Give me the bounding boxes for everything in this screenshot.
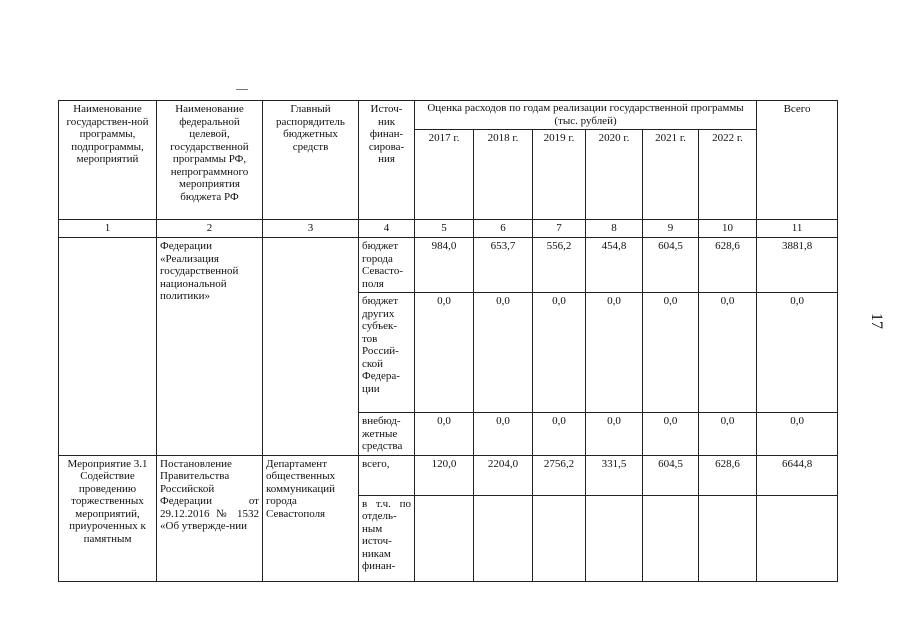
value-cell [474,495,533,581]
federal-program-cell: Постановление Правительства Российской Федерации от 29.12.2016 № 1532 «Об утвержде-нии [157,455,263,581]
index-cell: 9 [643,220,699,238]
value-cell: 331,5 [586,455,643,495]
value-cell: 0,0 [474,413,533,456]
funding-source-cell: бюджет других субъек-тов Россий-ской Федера-ции [359,293,415,413]
scan-mark [236,89,248,90]
header-estimate: Оценка расходов по годам реализации государственной программы (тыс. рублей) [415,101,757,130]
value-cell: 0,0 [699,293,757,413]
value-cell: 604,5 [643,238,699,293]
program-name-cell: Мероприятие 3.1 Содействие проведению торжественных мероприятий, приуроченных к памятным [59,455,157,581]
table-row [59,455,838,495]
index-cell: 11 [757,220,838,238]
funding-source-cell: в т.ч. по отдель-ным источ-никам финан- [359,495,415,581]
index-cell: 1 [59,220,157,238]
value-cell: 0,0 [643,293,699,413]
header-year: 2020 г. [586,130,643,220]
value-cell: 3881,8 [757,238,838,293]
header-year: 2022 г. [699,130,757,220]
value-cell: 6644,8 [757,455,838,495]
value-cell [643,495,699,581]
value-cell: 0,0 [586,413,643,456]
value-cell: 2756,2 [533,455,586,495]
column-index-row [59,220,838,238]
funding-source-cell: внебюд-жетные средства [359,413,415,456]
value-cell: 0,0 [699,413,757,456]
header-federal-program: Наименование федеральной целевой, государственной программы РФ, непрограммного мероприятия бюджета РФ [157,101,263,220]
program-name-cell [59,238,157,456]
index-cell: 4 [359,220,415,238]
index-cell: 3 [263,220,359,238]
funding-source-cell: бюджет города Севасто-поля [359,238,415,293]
value-cell: 984,0 [415,238,474,293]
index-cell: 6 [474,220,533,238]
value-cell: 653,7 [474,238,533,293]
index-cell: 5 [415,220,474,238]
header-funding-source: Источ-ник финан-сирова-ния [359,101,415,220]
index-cell: 10 [699,220,757,238]
budget-table [58,100,838,582]
header-year: 2021 г. [643,130,699,220]
value-cell: 0,0 [474,293,533,413]
value-cell: 2204,0 [474,455,533,495]
value-cell: 454,8 [586,238,643,293]
header-budget-manager: Главный распорядитель бюджетных средств [263,101,359,220]
budget-manager-cell: Департамент общественных коммуникаций города Севастополя [263,455,359,581]
header-row [59,101,838,130]
value-cell [699,495,757,581]
index-cell: 2 [157,220,263,238]
header-total: Всего [757,101,838,220]
value-cell [586,495,643,581]
funding-source-cell: всего, [359,455,415,495]
federal-program-cell: Федерации «Реализация государственной национальной политики» [157,238,263,456]
value-cell: 0,0 [415,293,474,413]
value-cell: 0,0 [415,413,474,456]
header-year: 2018 г. [474,130,533,220]
index-cell: 8 [586,220,643,238]
value-cell: 604,5 [643,455,699,495]
page-number: 17 [868,313,885,329]
value-cell: 0,0 [757,293,838,413]
value-cell: 0,0 [533,293,586,413]
value-cell: 628,6 [699,455,757,495]
value-cell: 556,2 [533,238,586,293]
value-cell [415,495,474,581]
value-cell: 0,0 [643,413,699,456]
value-cell: 120,0 [415,455,474,495]
value-cell [533,495,586,581]
header-program-name: Наименование государствен-ной программы, подпрограммы, мероприятий [59,101,157,220]
value-cell: 0,0 [586,293,643,413]
header-year: 2019 г. [533,130,586,220]
value-cell [757,495,838,581]
value-cell: 628,6 [699,238,757,293]
value-cell: 0,0 [757,413,838,456]
table-row [59,238,838,293]
value-cell: 0,0 [533,413,586,456]
budget-manager-cell [263,238,359,456]
index-cell: 7 [533,220,586,238]
header-year: 2017 г. [415,130,474,220]
